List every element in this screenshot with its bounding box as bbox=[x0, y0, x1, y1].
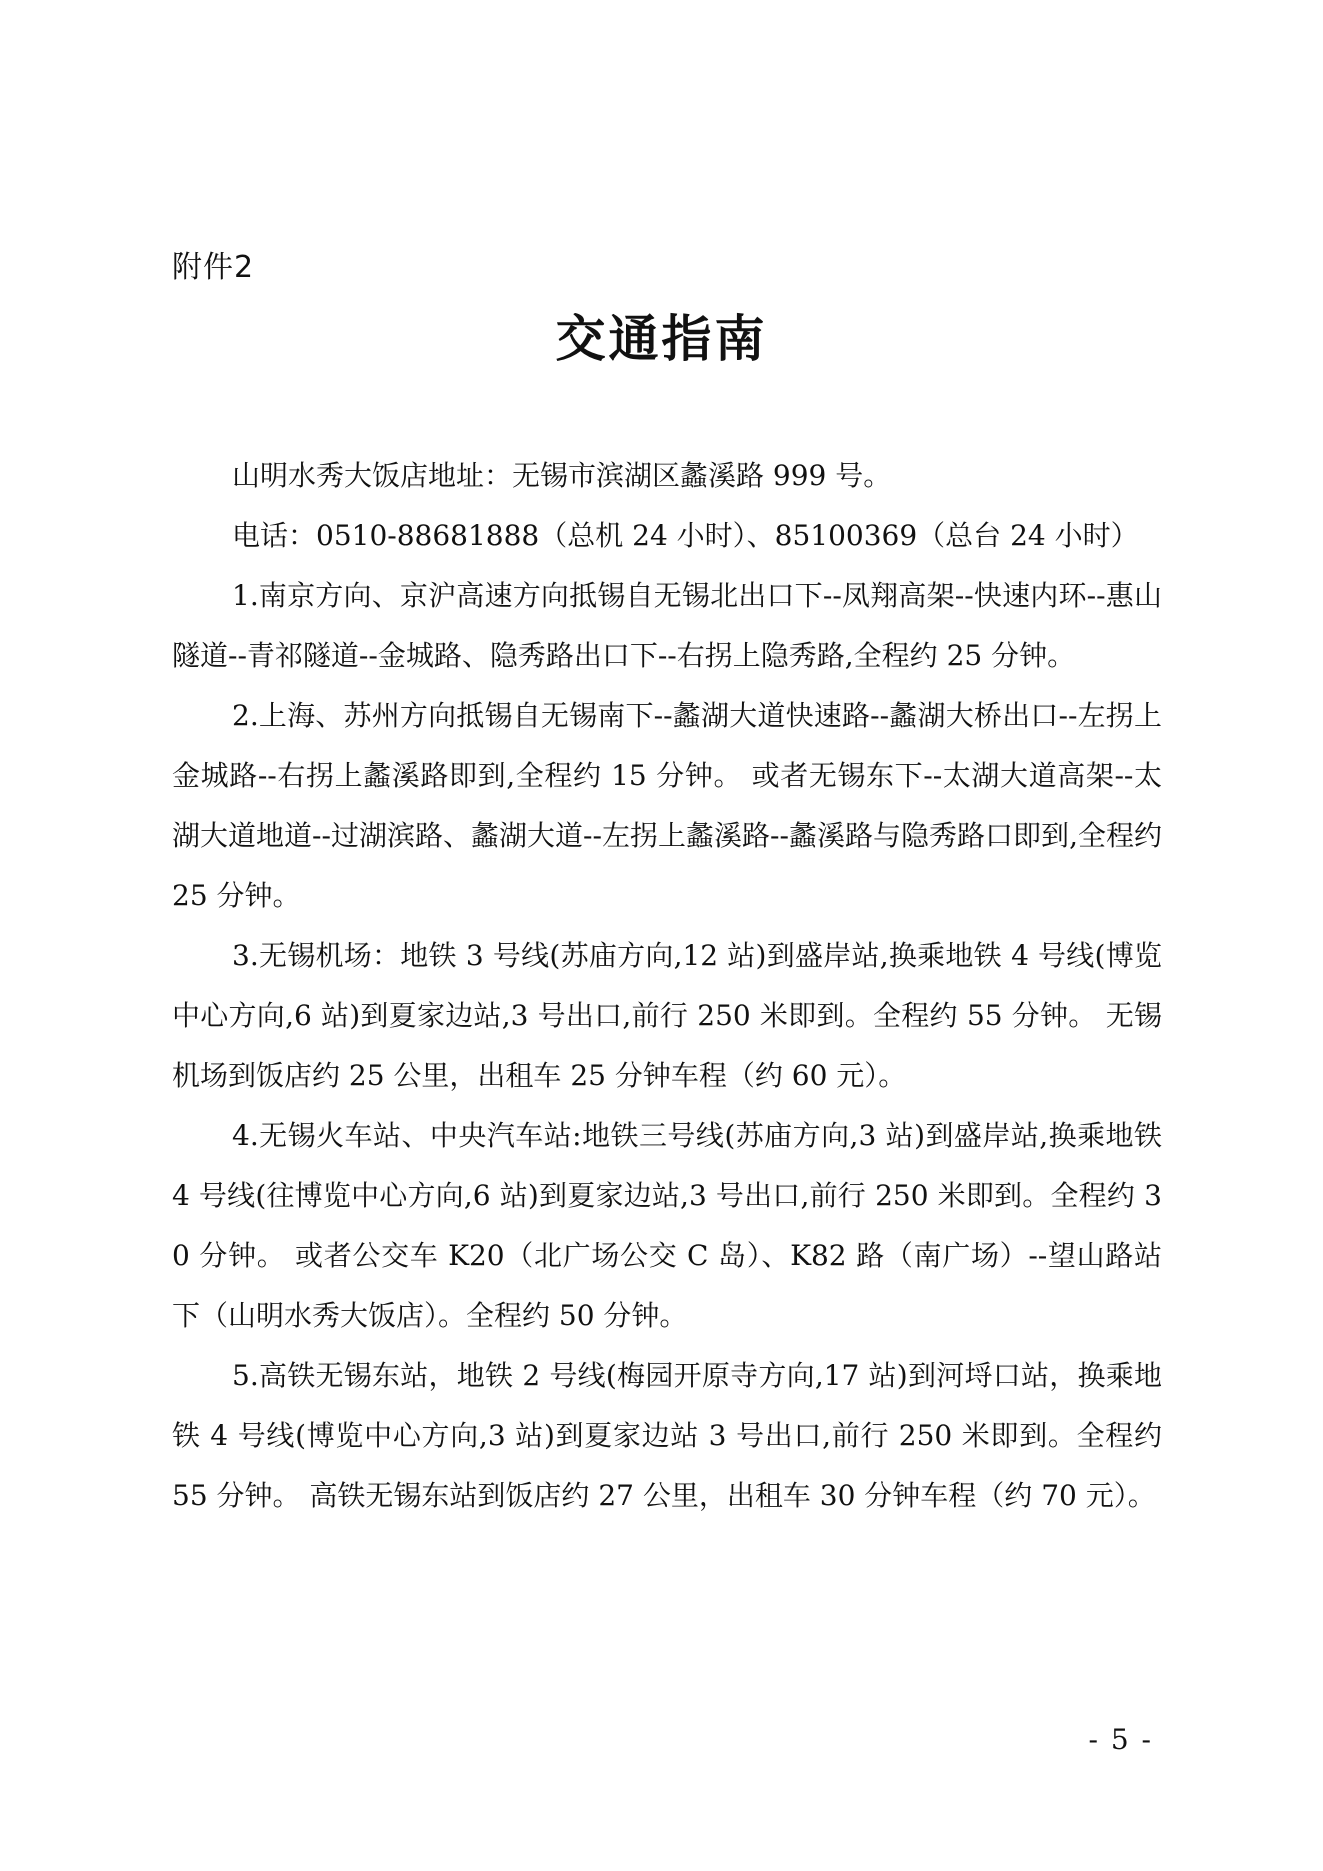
route-shanghai-suzhou: 2.上海、苏州方向抵锡自无锡南下--蠡湖大道快速路--蠡湖大桥出口--左拐上金城路--右拐上蠡溪路即到,全程约 15 分钟。 或者无锡东下--太湖大道高架--太湖大道地道--过湖滨路、蠡湖大道--左拐上蠡溪路--蠡溪路与隐秀路口即到,全程约 25 分钟。 bbox=[172, 699, 1162, 912]
attachment-label: 附件2 bbox=[172, 250, 255, 285]
document-title: 交通指南 bbox=[555, 310, 768, 368]
route-high-speed-rail: 5.高铁无锡东站，地铁 2 号线(梅园开原寺方向,17 站)到河埒口站，换乘地铁 4 号线(博览中心方向,3 站)到夏家边站 3 号出口,前行 250 米即到。全程约 55 分钟。 高铁无锡东站到饭店约 27 公里，出租车 30 分钟车程（约 70 元）。 bbox=[172, 1359, 1162, 1512]
route-nanjing: 1.南京方向、京沪高速方向抵锡自无锡北出口下--凤翔高架--快速内环--惠山隧道--青祁隧道--金城路、隐秀路出口下--右拐上隐秀路,全程约 25 分钟。 bbox=[172, 579, 1162, 672]
hotel-address: 山明水秀大饭店地址：无锡市滨湖区蠡溪路 999 号。 bbox=[232, 459, 892, 492]
route-airport: 3.无锡机场：地铁 3 号线(苏庙方向,12 站)到盛岸站,换乘地铁 4 号线(博览中心方向,6 站)到夏家边站,3 号出口,前行 250 米即到。全程约 55 分钟。 无锡机场到饭店约 25 公里，出租车 25 分钟车程（约 60 元）。 bbox=[172, 939, 1162, 1092]
document-body bbox=[172, 446, 1162, 1526]
route-railway-station: 4.无锡火车站、中央汽车站:地铁三号线(苏庙方向,3 站)到盛岸站,换乘地铁 4 号线(往博览中心方向,6 站)到夏家边站,3 号出口,前行 250 米即到。全程约 30 分钟。 或者公交车 K20（北广场公交 C 岛）、K82 路（南广场）--望山路站下（山明水秀大饭店）。全程约 50 分钟。 bbox=[172, 1119, 1162, 1332]
page-number: - 5 - bbox=[1088, 1723, 1153, 1756]
hotel-phone: 电话：0510-88681888（总机 24 小时）、85100369（总台 24 小时） bbox=[232, 519, 1139, 552]
